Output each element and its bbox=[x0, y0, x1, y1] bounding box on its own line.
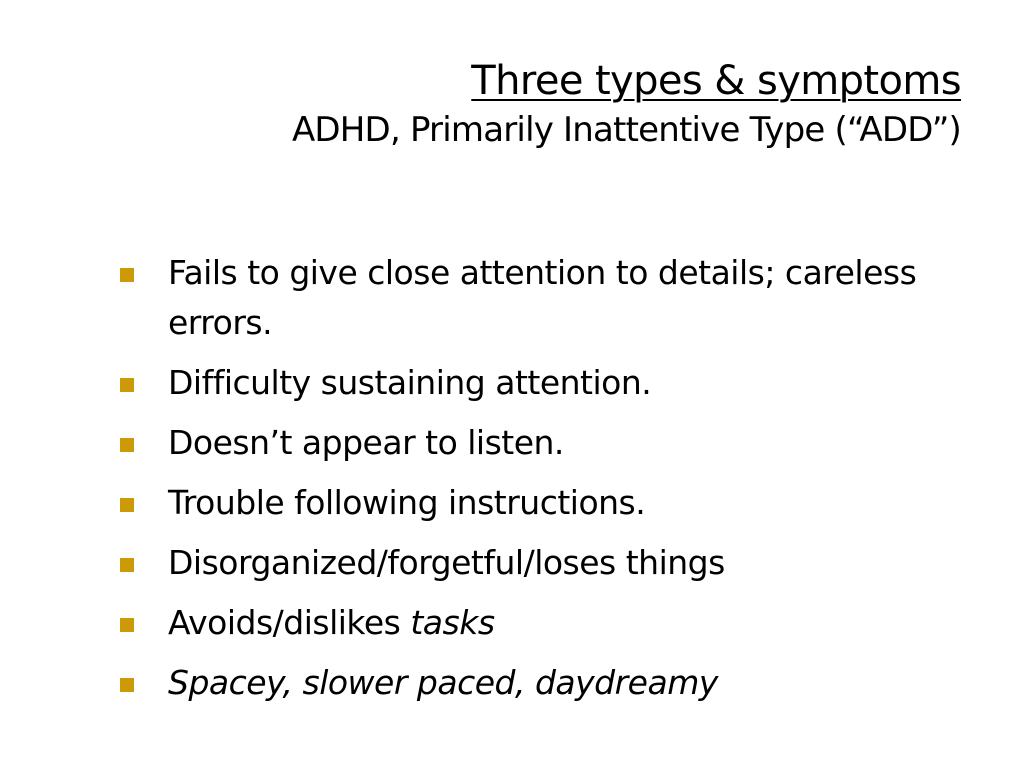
bullet-item bbox=[118, 418, 918, 468]
bullet-emphasis: tasks bbox=[410, 603, 495, 642]
bullet-item bbox=[118, 598, 918, 648]
bullet-item bbox=[118, 358, 918, 408]
bullet-item bbox=[118, 658, 918, 708]
slide-title: Three types & symptoms bbox=[471, 58, 961, 104]
bullet-emphasis: Spacey, slower paced, daydreamy bbox=[168, 663, 718, 702]
bullet-item bbox=[118, 538, 918, 588]
bullet-text: Trouble following instructions. bbox=[168, 483, 646, 522]
bullet-text: Fails to give close attention to details; careless errors. bbox=[168, 253, 917, 342]
bullet-item bbox=[118, 478, 918, 528]
bullet-list bbox=[118, 248, 918, 718]
bullet-item bbox=[118, 248, 918, 348]
square-bullet-icon bbox=[120, 498, 134, 512]
square-bullet-icon bbox=[120, 558, 134, 572]
bullet-text: Doesn’t appear to listen. bbox=[168, 423, 564, 462]
bullet-text: Difficulty sustaining attention. bbox=[168, 363, 652, 402]
square-bullet-icon bbox=[120, 618, 134, 632]
square-bullet-icon bbox=[120, 678, 134, 692]
bullet-text: Avoids/dislikes bbox=[168, 603, 411, 642]
square-bullet-icon bbox=[120, 378, 134, 392]
square-bullet-icon bbox=[120, 268, 134, 282]
slide-subtitle: ADHD, Primarily Inattentive Type (“ADD”) bbox=[291, 110, 961, 150]
bullet-text: Disorganized/forgetful/loses things bbox=[168, 543, 725, 582]
square-bullet-icon bbox=[120, 438, 134, 452]
title-block bbox=[292, 54, 961, 152]
